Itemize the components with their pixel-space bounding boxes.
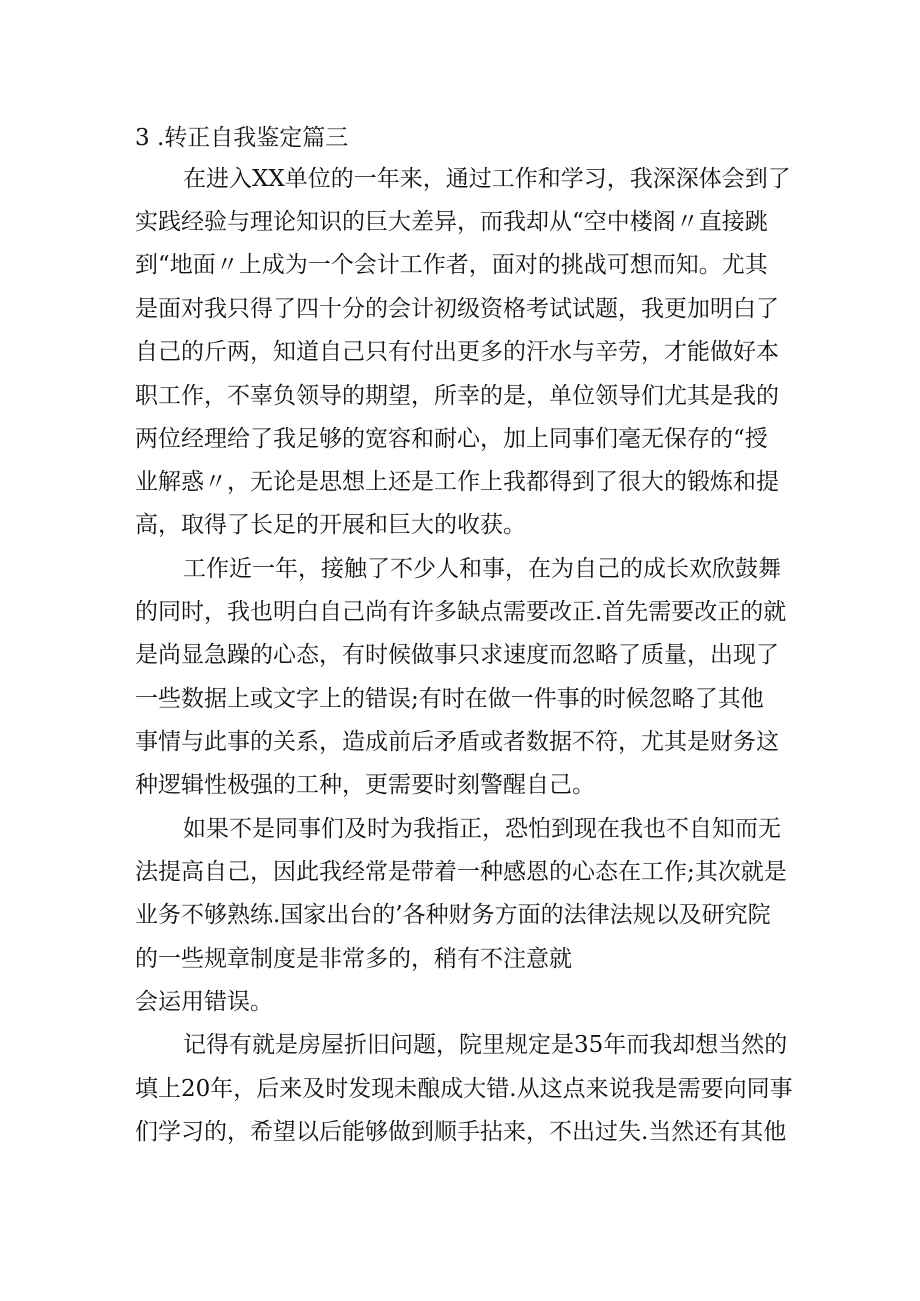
paragraph-line: 事情与此事的关系，造成前后矛盾或者数据不符，尤其是财务这 [135,729,779,755]
paragraph-line: 在进入XX单位的一年来，通过工作和学习，我深深体会到了 [183,166,791,192]
paragraph-line: 高，取得了长足的开展和巨大的收获。 [135,512,526,538]
paragraph-line: 种逻辑性极强的工种，更需要时刻警醒自己。 [135,772,595,798]
section-heading: 3 .转正自我鉴定篇三 [135,125,349,151]
paragraph-line: 自己的斤两，知道自己只有付出更多的汗水与辛劳，才能做好本 [135,339,779,365]
paragraph-line: 如果不是同事们及时为我指正，恐怕到现在我也不自知而无 [183,816,781,842]
paragraph-line: 业务不够熟练.国家出台的’各种财务方面的法律法规以及研究院 [135,902,771,928]
paragraph-line: 会运用错误。 [135,989,273,1015]
paragraph-line: 工作近一年，接触了不少人和事，在为自己的成长欢欣鼓舞 [183,556,781,582]
paragraph-line: 记得有就是房屋折旧问题，院里规定是35年而我却想当然的 [183,1032,788,1058]
paragraph-line: 是面对我只得了四十分的会计初级资格考试试题，我更加明白了 [135,296,779,322]
paragraph-line: 职工作，不辜负领导的期望，所幸的是，单位领导们尤其是我的 [135,383,779,409]
paragraph-line: 法提高自己，因此我经常是带着一种感恩的心态在工作;其次就是 [135,859,787,885]
paragraph-line: 一些数据上或文字上的错误;有时在做一件事的时候忽略了其他 [135,686,764,712]
paragraph-line: 们学习的，希望以后能够做到顺手拈来，不出过失.当然还有其他 [135,1119,787,1145]
paragraph-line: 业解惑〃，无论是思想上还是工作上我都得到了很大的锻炼和提 [135,469,779,495]
paragraph-line: 的同时，我也明白自己尚有许多缺点需要改正.首先需要改正的就 [135,599,787,625]
paragraph-line: 到“地面〃上成为一个会计工作者，面对的挑战可想而知。尤其 [135,252,768,278]
paragraph-line: 的一些规章制度是非常多的，稍有不注意就 [135,946,572,972]
paragraph-line: 填上20年，后来及时发现未酿成大错.从这点来说我是需要向同事 [135,1076,793,1102]
paragraph-line: 实践经验与理论知识的巨大差异，而我却从“空中楼阁〃直接跳 [135,209,768,235]
paragraph-line: 是尚显急躁的心态，有时候做事只求速度而忽略了质量，出现了 [135,642,779,668]
paragraph-line: 两位经理给了我足够的宽容和耐心，加上同事们毫无保存的“授 [135,426,768,452]
